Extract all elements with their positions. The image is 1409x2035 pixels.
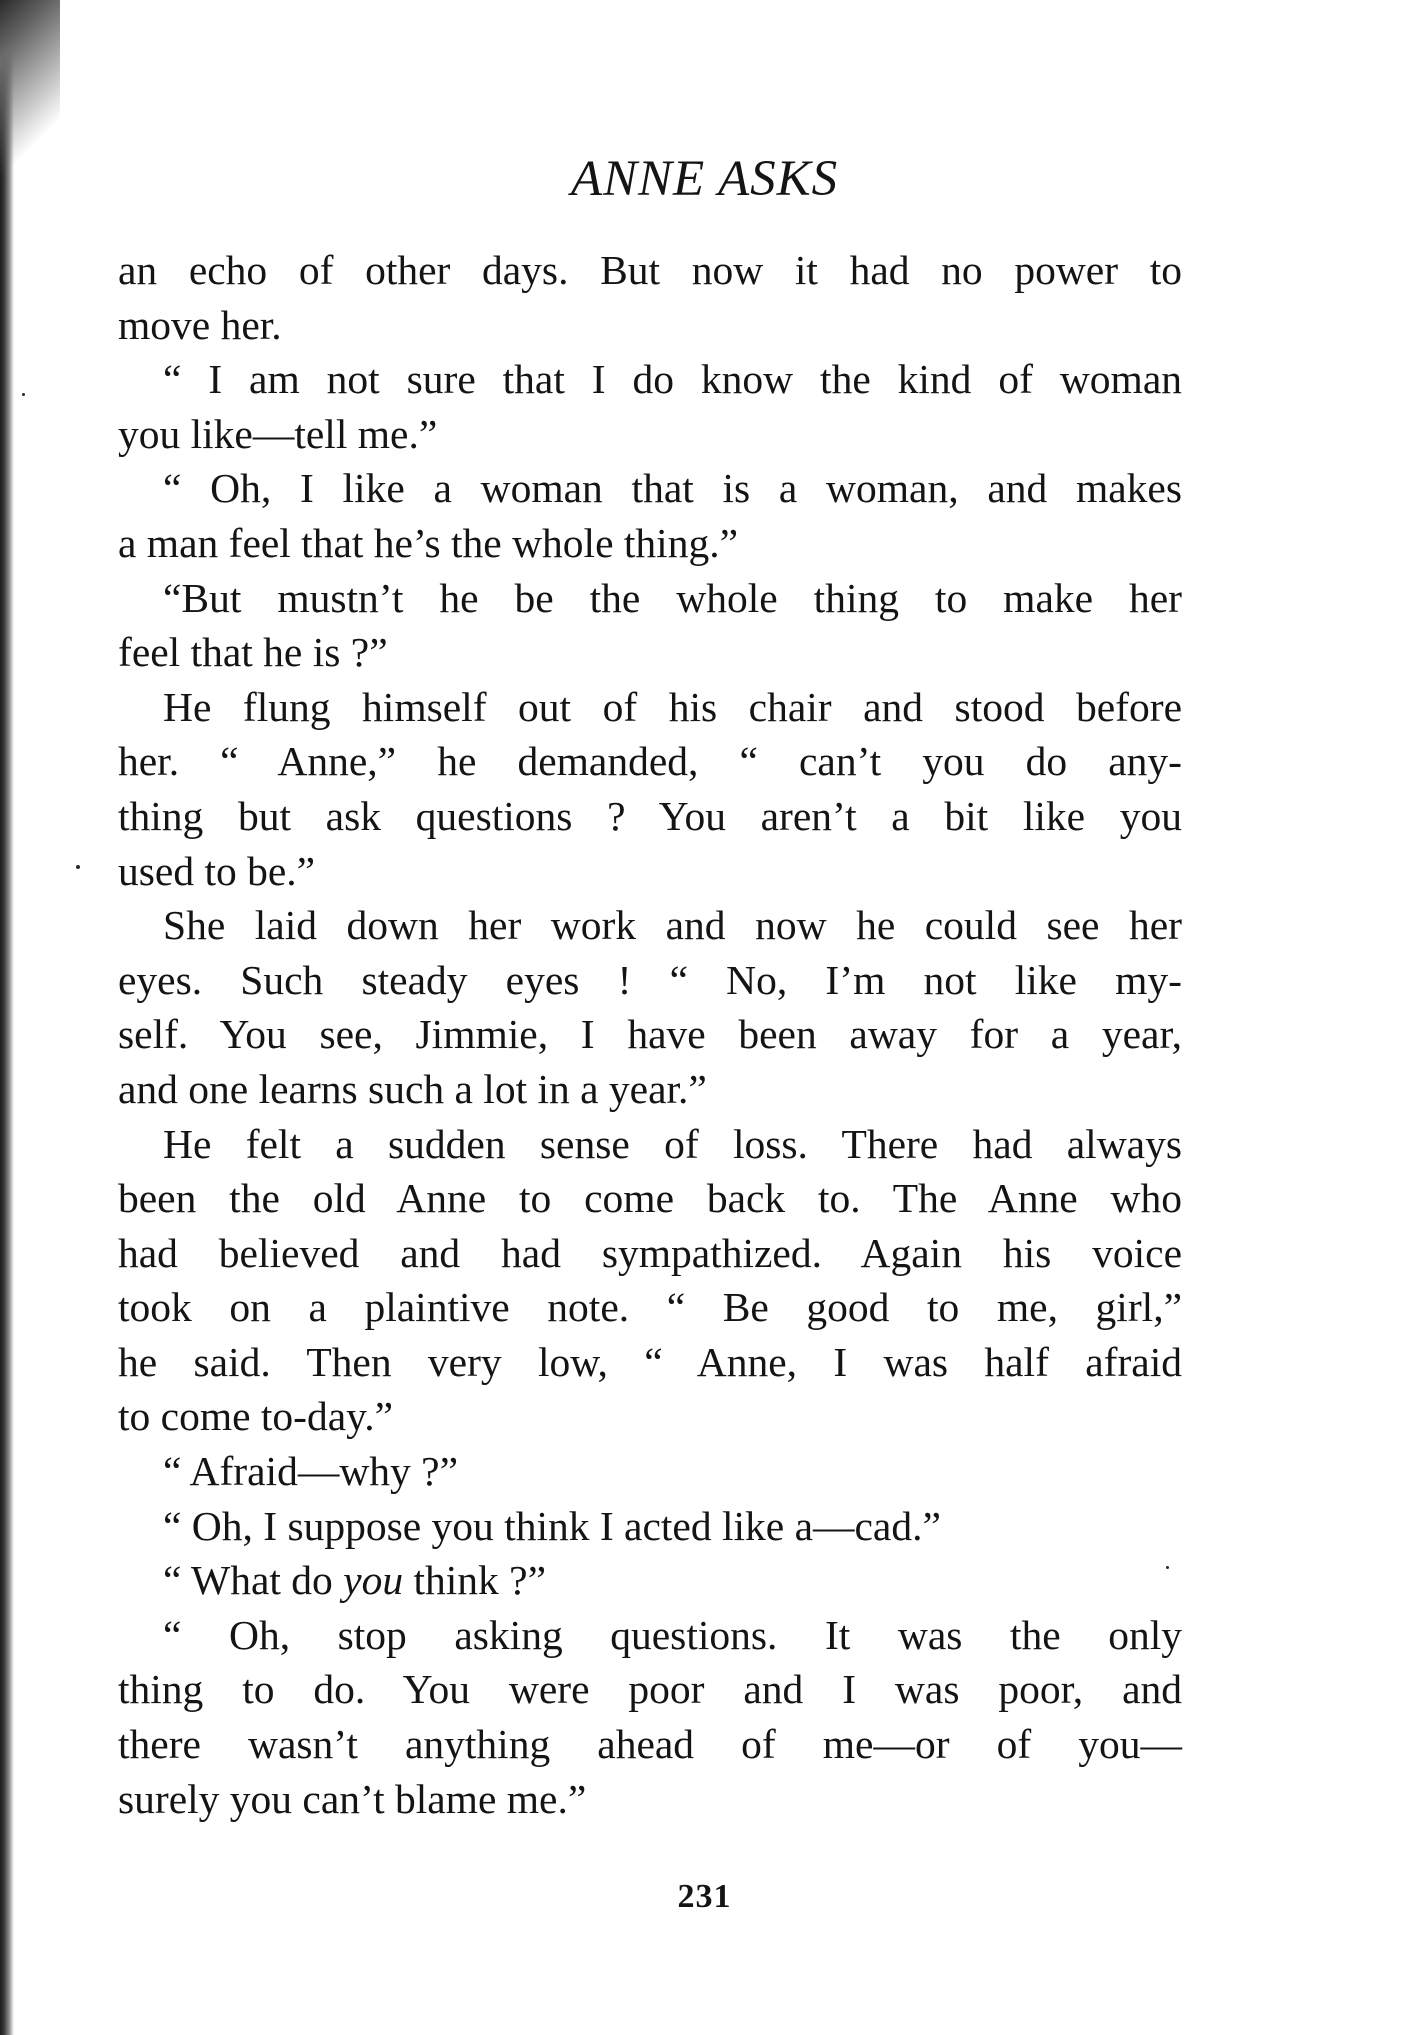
ink-speck: [76, 865, 80, 869]
ink-speck: [1166, 1566, 1169, 1569]
text-line: She laid down her work and now he could see her: [163, 902, 1182, 949]
text-line: “ Oh, I like a woman that is a woman, and makes: [163, 465, 1182, 512]
text-line: used to be.”: [118, 847, 316, 894]
text-line: you like—tell me.”: [118, 410, 438, 457]
text-line: thing but ask questions ? You aren’t a bit like you: [118, 792, 1182, 839]
text-line: a man feel that he’s the whole thing.”: [118, 519, 738, 566]
text-line: “ Oh, stop asking questions. It was the only: [163, 1611, 1182, 1658]
page-gutter-shadow: [0, 0, 14, 2035]
text-line: “ What do you think ?”: [163, 1557, 546, 1604]
text-line: “ Afraid—why ?”: [163, 1448, 458, 1495]
text-line: eyes. Such steady eyes ! “ No, I’m not like my-: [118, 956, 1182, 1003]
emphasis: you: [343, 1557, 404, 1604]
text-line: “ Oh, I suppose you think I acted like a—cad.”: [163, 1502, 941, 1549]
text-line: move her.: [118, 301, 282, 348]
running-head: ANNE ASKS: [570, 151, 839, 207]
text-line: self. You see, Jimmie, I have been away for a year,: [118, 1011, 1182, 1058]
text-line: surely you can’t blame me.”: [118, 1775, 587, 1822]
text-line: been the old Anne to come back to. The Anne who: [118, 1175, 1182, 1222]
text-line: and one learns such a lot in a year.”: [118, 1065, 707, 1112]
text-line: “ I am not sure that I do know the kind of woman: [163, 356, 1182, 403]
text-line: her. “ Anne,” he demanded, “ can’t you do any-: [118, 738, 1182, 785]
text-line: feel that he is ?”: [118, 629, 388, 676]
text-line: He felt a sudden sense of loss. There had always: [163, 1120, 1182, 1167]
text-line: took on a plaintive note. “ Be good to me, girl,”: [118, 1284, 1182, 1331]
text-line: He flung himself out of his chair and stood before: [163, 683, 1182, 730]
body-text: [118, 243, 1182, 1826]
text-line: an echo of other days. But now it had no power to: [118, 247, 1182, 293]
page-number: 231: [677, 1878, 732, 1915]
text-line: had believed and had sympathized. Again his voice: [118, 1229, 1182, 1276]
text-line: there wasn’t anything ahead of me—or of you—: [118, 1721, 1182, 1768]
text-line: thing to do. You were poor and I was poor, and: [118, 1666, 1182, 1713]
text-line: “But mustn’t he be the whole thing to make her: [163, 574, 1182, 621]
text-line: he said. Then very low, “ Anne, I was half afraid: [118, 1338, 1182, 1385]
text-line: to come to-day.”: [118, 1393, 394, 1440]
ink-speck: [22, 393, 25, 396]
